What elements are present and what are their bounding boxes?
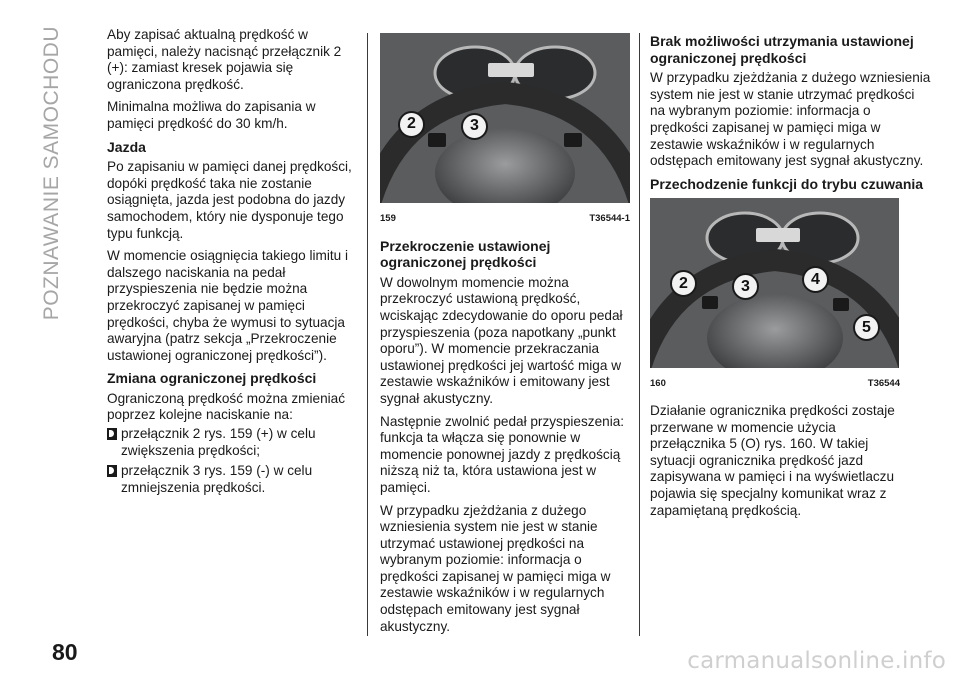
paragraph: W przypadku zjeżdżania z dużego wzniesienia system nie jest w stanie utrzymać prędkości na wybranym poziomie: informacja o prędkości zapisanej w pamięci miga w zestawie wskaźników i w regularnych odstępach emitowany jest sygnał akustyczny. xyxy=(650,70,931,169)
figure-160 xyxy=(650,198,900,393)
paragraph: Ograniczoną prędkość można zmieniać poprzez kolejne naciskanie na: xyxy=(107,390,346,423)
bullet-icon xyxy=(107,465,117,477)
list-item-text: przełącznik 3 rys. 159 (-) w celu zmniejszenia prędkości. xyxy=(121,463,313,495)
heading-zmiana: Zmiana ograniczonej prędkości xyxy=(107,370,317,387)
column-divider-2 xyxy=(639,33,640,636)
callout-3: 3 xyxy=(732,273,759,300)
callout-4: 4 xyxy=(802,266,829,293)
paragraph: W momencie osiągnięcia takiego limitu i dalszego naciskania na pedał przyspieszenia nie będzie można przekroczyć zapisanej w pamięci prędkości, chyba że wymusi to sytuacja awaryjna (patrz sekcja „Przekroczenie ustawionej ograniczonej prędkości”). xyxy=(107,248,349,363)
steering-wheel-photo xyxy=(380,33,630,203)
side-title-text: POZNAWANIE SAMOCHODU xyxy=(40,26,63,321)
heading-brak: Brak możliwości utrzymania ustawionej ograniczonej prędkości xyxy=(650,33,914,66)
column-1 xyxy=(107,27,357,500)
callout-2: 2 xyxy=(398,111,425,138)
callout-5: 5 xyxy=(853,314,880,341)
list-item xyxy=(107,463,357,496)
column-2 xyxy=(380,33,630,641)
paragraph: Po zapisaniu w pamięci danej prędkości, dopóki prędkość taka nie zostanie osiągnięta, jazda jest podobna do jazdy samochodem, który nie dysponuje tego typu funkcją. xyxy=(107,159,352,241)
heading-przekroczenie: Przekroczenie ustawionej ograniczonej prędkości xyxy=(380,237,551,271)
page-number: 80 xyxy=(52,639,78,665)
heading-czuwanie: Przechodzenie funkcji do trybu czuwania xyxy=(650,175,924,192)
column-3 xyxy=(650,31,932,525)
figure-caption xyxy=(380,203,630,228)
watermark: carmanualsonline.info xyxy=(687,648,946,674)
paragraph: Aby zapisać aktualną prędkość w pamięci, należy nacisnąć przełącznik 2 (+): zamiast kresek pojawia się ograniczona prędkość. xyxy=(107,27,342,92)
paragraph: Następnie zwolnić pedał przyspieszenia: funkcja ta włącza się ponownie w momencie ponownej jazdy z prędkością niższą niż ta, która ustawiona jest w pamięci. xyxy=(380,413,625,495)
heading-jazda: Jazda xyxy=(107,138,146,155)
figure-code: T36544-1 xyxy=(589,213,630,224)
paragraph: W dowolnym momencie można przekroczyć ustawioną prędkość, wciskając zdecydowanie do oporu pedał przyspieszenia (poza napotkany „punkt oporu”). W momencie przekraczania ustawionej prędkości jej wartość miga w zestawie wskaźników i emitowany jest sygnał akustyczny. xyxy=(380,274,623,406)
paragraph: Minimalna możliwa do zapisania w pamięci prędkość do 30 km/h. xyxy=(107,99,316,131)
callout-2: 2 xyxy=(670,270,697,297)
callout-3: 3 xyxy=(461,113,488,140)
side-section-title xyxy=(22,26,82,336)
figure-number: 159 xyxy=(380,213,396,224)
column-divider-1 xyxy=(367,33,368,636)
figure-caption xyxy=(650,368,900,393)
list-item xyxy=(107,426,357,459)
figure-number: 160 xyxy=(650,378,666,390)
list-item-text: przełącznik 2 rys. 159 (+) w celu zwiększenia prędkości; xyxy=(121,426,316,458)
figure-159 xyxy=(380,33,630,228)
figure-code: T36544 xyxy=(867,378,900,390)
steering-wheel-photo xyxy=(650,198,899,368)
paragraph: W przypadku zjeżdżania z dużego wzniesienia system nie jest w stanie utrzymać ustawionej prędkości na wybranym poziomie: informacja o prędkości zapisanej w pamięci miga w zestawie wskaźników i w regularnych odstępach emitowany jest sygnał akustyczny. xyxy=(380,502,611,634)
bullet-icon xyxy=(107,428,117,440)
paragraph: Działanie ogranicznika prędkości zostaje przerwane w momencie użycia przełącznika 5 (O) rys. 160. W takiej sytuacji ogranicznika prędkość jazd zapisywana w pamięci i na wyświetlaczu pojawia się specjalny komunikat wraz z zapamiętaną prędkością. xyxy=(650,402,895,518)
